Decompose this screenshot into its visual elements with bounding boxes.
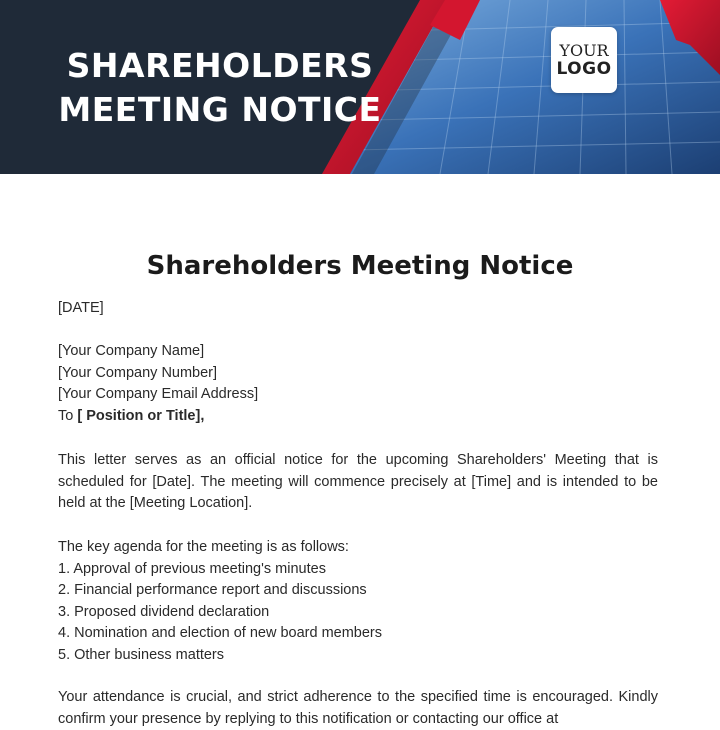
meeting-details-paragraph: This letter serves as an official notice for the upcoming Shareholders' Meeting that is scheduled for [Date]. The meeting will commence precisely at [Time] and is intended to be held at the [Meeting Location]. <box>58 452 658 511</box>
date-block <box>58 298 658 320</box>
agenda-block <box>58 537 658 666</box>
date-placeholder: [DATE] <box>58 300 104 316</box>
address-block <box>58 341 658 427</box>
agenda-intro: The key agenda for the meeting is as follows: <box>58 539 349 555</box>
banner-title <box>40 44 400 132</box>
recipient-title: [ Position or Title], <box>77 407 205 424</box>
agenda-item: 1. Approval of previous meeting's minutes <box>58 560 326 577</box>
agenda-item: 5. Other business matters <box>58 646 225 663</box>
banner-title-line1: SHAREHOLDERS <box>66 46 374 85</box>
company-name: [Your Company Name] <box>58 343 205 359</box>
agenda-item: 3. Proposed dividend declaration <box>58 603 270 620</box>
recipient-prefix: To <box>58 407 78 424</box>
banner-title-line2: MEETING NOTICE <box>58 90 382 129</box>
document-title: Shareholders Meeting Notice <box>146 251 574 281</box>
company-logo <box>551 27 617 93</box>
attendance-paragraph: Your attendance is crucial, and strict adherence to the specified time is encouraged. Kindly confirm your presence by replying to this notification or contacting our office at <box>58 689 658 727</box>
company-number: [Your Company Number] <box>58 364 218 381</box>
company-email: [Your Company Email Address] <box>58 386 259 402</box>
agenda-item: 4. Nomination and election of new board members <box>58 625 383 641</box>
recipient-line <box>58 406 658 428</box>
header-banner <box>0 0 720 174</box>
logo-text-top: YOUR <box>559 41 609 60</box>
logo-text-bottom: LOGO <box>556 59 612 79</box>
agenda-item: 2. Financial performance report and discussions <box>58 582 367 598</box>
